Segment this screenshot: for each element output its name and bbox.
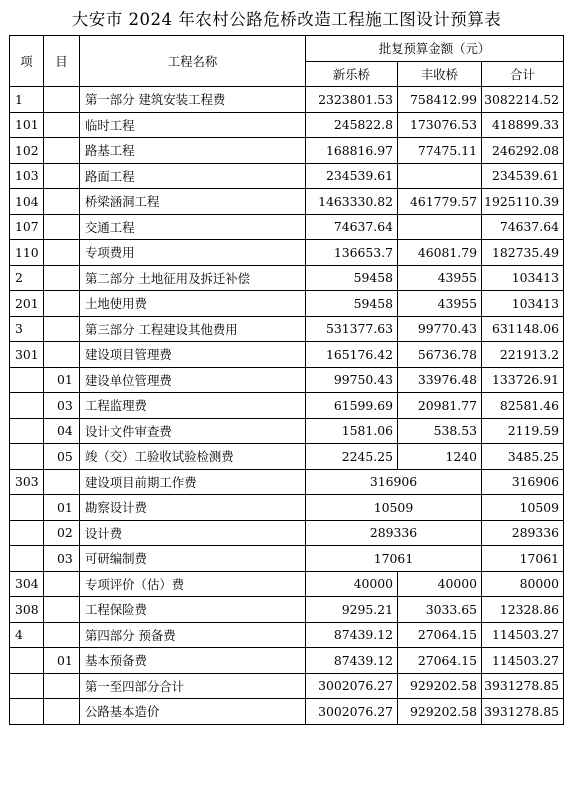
project-name: 第一部分 建筑安装工程费 (80, 87, 306, 113)
project-name: 第一至四部分合计 (80, 673, 306, 699)
item-code: 102 (10, 138, 44, 164)
sub-item-code (44, 189, 80, 215)
table-row (10, 214, 564, 240)
project-name: 交通工程 (80, 214, 306, 240)
project-name: 工程监理费 (80, 393, 306, 419)
project-name: 勘察设计费 (80, 495, 306, 521)
total-amount: 221913.2 (482, 342, 564, 368)
header-mu: 目 (44, 36, 80, 87)
total-amount: 631148.06 (482, 316, 564, 342)
table-row (10, 418, 564, 444)
table-row (10, 495, 564, 521)
project-name: 土地使用费 (80, 291, 306, 317)
table-row (10, 597, 564, 623)
item-code: 4 (10, 622, 44, 648)
sub-item-code (44, 622, 80, 648)
xinle-amount: 61599.69 (306, 393, 398, 419)
sub-item-code (44, 138, 80, 164)
sub-item-code: 01 (44, 367, 80, 393)
header-total: 合计 (482, 61, 564, 87)
sub-item-code (44, 163, 80, 189)
total-amount: 246292.08 (482, 138, 564, 164)
project-name: 桥梁涵洞工程 (80, 189, 306, 215)
total-amount: 1925110.39 (482, 189, 564, 215)
xinle-amount: 59458 (306, 291, 398, 317)
project-name: 第四部分 预备费 (80, 622, 306, 648)
item-code: 104 (10, 189, 44, 215)
fengshou-amount: 40000 (398, 571, 482, 597)
project-name: 路基工程 (80, 138, 306, 164)
item-code: 101 (10, 112, 44, 138)
total-amount: 182735.49 (482, 240, 564, 266)
header-approved-budget: 批复预算金额（元） (306, 36, 564, 62)
table-body (10, 87, 564, 725)
xinle-amount: 74637.64 (306, 214, 398, 240)
header-row-1 (10, 36, 564, 62)
fengshou-amount: 43955 (398, 291, 482, 317)
sub-item-code (44, 597, 80, 623)
table-row (10, 546, 564, 572)
xinle-amount: 234539.61 (306, 163, 398, 189)
xinle-amount: 2323801.53 (306, 87, 398, 113)
total-amount: 114503.27 (482, 648, 564, 674)
xinle-amount: 2245.25 (306, 444, 398, 470)
fengshou-amount: 1240 (398, 444, 482, 470)
item-code: 1 (10, 87, 44, 113)
table-row (10, 648, 564, 674)
total-amount: 103413 (482, 291, 564, 317)
sub-item-code (44, 699, 80, 725)
fengshou-amount: 461779.57 (398, 189, 482, 215)
table-row (10, 622, 564, 648)
table-row (10, 189, 564, 215)
fengshou-amount: 929202.58 (398, 673, 482, 699)
merged-amount: 17061 (306, 546, 482, 572)
item-code (10, 418, 44, 444)
table-row (10, 393, 564, 419)
sub-item-code: 03 (44, 393, 80, 419)
table-row (10, 571, 564, 597)
project-name: 建设单位管理费 (80, 367, 306, 393)
table-row (10, 87, 564, 113)
sub-item-code: 02 (44, 520, 80, 546)
merged-amount: 10509 (306, 495, 482, 521)
total-amount: 3485.25 (482, 444, 564, 470)
project-name: 专项评价（估）费 (80, 571, 306, 597)
project-name: 工程保险费 (80, 597, 306, 623)
project-name: 临时工程 (80, 112, 306, 138)
table-row (10, 138, 564, 164)
project-name: 专项费用 (80, 240, 306, 266)
xinle-amount: 1463330.82 (306, 189, 398, 215)
total-amount: 3082214.52 (482, 87, 564, 113)
table-row (10, 291, 564, 317)
fengshou-amount: 27064.15 (398, 648, 482, 674)
item-code: 107 (10, 214, 44, 240)
fengshou-amount: 3033.65 (398, 597, 482, 623)
total-amount: 74637.64 (482, 214, 564, 240)
item-code: 110 (10, 240, 44, 266)
item-code (10, 699, 44, 725)
header-xinle-bridge: 新乐桥 (306, 61, 398, 87)
item-code: 303 (10, 469, 44, 495)
budget-table (9, 35, 564, 725)
fengshou-amount: 538.53 (398, 418, 482, 444)
fengshou-amount: 99770.43 (398, 316, 482, 342)
xinle-amount: 531377.63 (306, 316, 398, 342)
fengshou-amount: 758412.99 (398, 87, 482, 113)
xinle-amount: 168816.97 (306, 138, 398, 164)
total-amount: 10509 (482, 495, 564, 521)
sub-item-code (44, 291, 80, 317)
item-code: 103 (10, 163, 44, 189)
fengshou-amount (398, 214, 482, 240)
header-fengshou-bridge: 丰收桥 (398, 61, 482, 87)
fengshou-amount: 929202.58 (398, 699, 482, 725)
sub-item-code (44, 571, 80, 597)
fengshou-amount: 77475.11 (398, 138, 482, 164)
sub-item-code: 03 (44, 546, 80, 572)
sub-item-code: 01 (44, 495, 80, 521)
item-code: 3 (10, 316, 44, 342)
xinle-amount: 40000 (306, 571, 398, 597)
project-name: 路面工程 (80, 163, 306, 189)
project-name: 设计费 (80, 520, 306, 546)
total-amount: 103413 (482, 265, 564, 291)
sub-item-code (44, 240, 80, 266)
xinle-amount: 245822.8 (306, 112, 398, 138)
table-row (10, 342, 564, 368)
total-amount: 17061 (482, 546, 564, 572)
total-amount: 133726.91 (482, 367, 564, 393)
table-row (10, 699, 564, 725)
sub-item-code (44, 469, 80, 495)
total-amount: 12328.86 (482, 597, 564, 623)
header-xiang: 项 (10, 36, 44, 87)
item-code: 201 (10, 291, 44, 317)
table-row (10, 444, 564, 470)
item-code: 308 (10, 597, 44, 623)
fengshou-amount: 27064.15 (398, 622, 482, 648)
xinle-amount: 165176.42 (306, 342, 398, 368)
fengshou-amount: 46081.79 (398, 240, 482, 266)
xinle-amount: 87439.12 (306, 622, 398, 648)
xinle-amount: 99750.43 (306, 367, 398, 393)
fengshou-amount: 20981.77 (398, 393, 482, 419)
table-row (10, 163, 564, 189)
fengshou-amount: 33976.48 (398, 367, 482, 393)
xinle-amount: 59458 (306, 265, 398, 291)
xinle-amount: 9295.21 (306, 597, 398, 623)
header-project-name: 工程名称 (80, 36, 306, 87)
total-amount: 418899.33 (482, 112, 564, 138)
project-name: 基本预备费 (80, 648, 306, 674)
table-row (10, 367, 564, 393)
sub-item-code: 04 (44, 418, 80, 444)
project-name: 设计文件审查费 (80, 418, 306, 444)
xinle-amount: 3002076.27 (306, 673, 398, 699)
project-name: 可研编制费 (80, 546, 306, 572)
merged-amount: 289336 (306, 520, 482, 546)
table-row (10, 469, 564, 495)
sub-item-code (44, 112, 80, 138)
xinle-amount: 1581.06 (306, 418, 398, 444)
fengshou-amount: 173076.53 (398, 112, 482, 138)
sub-item-code: 05 (44, 444, 80, 470)
project-name: 第三部分 工程建设其他费用 (80, 316, 306, 342)
xinle-amount: 87439.12 (306, 648, 398, 674)
project-name: 第二部分 土地征用及拆迁补偿 (80, 265, 306, 291)
total-amount: 316906 (482, 469, 564, 495)
total-amount: 3931278.85 (482, 699, 564, 725)
total-amount: 234539.61 (482, 163, 564, 189)
item-code: 301 (10, 342, 44, 368)
sub-item-code (44, 265, 80, 291)
xinle-amount: 3002076.27 (306, 699, 398, 725)
xinle-amount: 136653.7 (306, 240, 398, 266)
project-name: 公路基本造价 (80, 699, 306, 725)
table-row (10, 112, 564, 138)
table-row (10, 316, 564, 342)
table-row (10, 240, 564, 266)
total-amount: 114503.27 (482, 622, 564, 648)
total-amount: 82581.46 (482, 393, 564, 419)
item-code (10, 444, 44, 470)
item-code: 304 (10, 571, 44, 597)
total-amount: 2119.59 (482, 418, 564, 444)
table-row (10, 520, 564, 546)
fengshou-amount: 43955 (398, 265, 482, 291)
total-amount: 3931278.85 (482, 673, 564, 699)
sub-item-code (44, 673, 80, 699)
merged-amount: 316906 (306, 469, 482, 495)
sub-item-code (44, 316, 80, 342)
total-amount: 80000 (482, 571, 564, 597)
project-name: 竣（交）工验收试验检测费 (80, 444, 306, 470)
table-row (10, 265, 564, 291)
sub-item-code: 01 (44, 648, 80, 674)
item-code (10, 520, 44, 546)
page-title: 大安市 2024 年农村公路危桥改造工程施工图设计预算表 (71, 10, 502, 29)
item-code (10, 648, 44, 674)
sub-item-code (44, 342, 80, 368)
project-name: 建设项目管理费 (80, 342, 306, 368)
table-row (10, 673, 564, 699)
item-code (10, 546, 44, 572)
sub-item-code (44, 87, 80, 113)
fengshou-amount (398, 163, 482, 189)
item-code (10, 673, 44, 699)
item-code: 2 (10, 265, 44, 291)
total-amount: 289336 (482, 520, 564, 546)
project-name: 建设项目前期工作费 (80, 469, 306, 495)
item-code (10, 367, 44, 393)
item-code (10, 495, 44, 521)
fengshou-amount: 56736.78 (398, 342, 482, 368)
item-code (10, 393, 44, 419)
sub-item-code (44, 214, 80, 240)
